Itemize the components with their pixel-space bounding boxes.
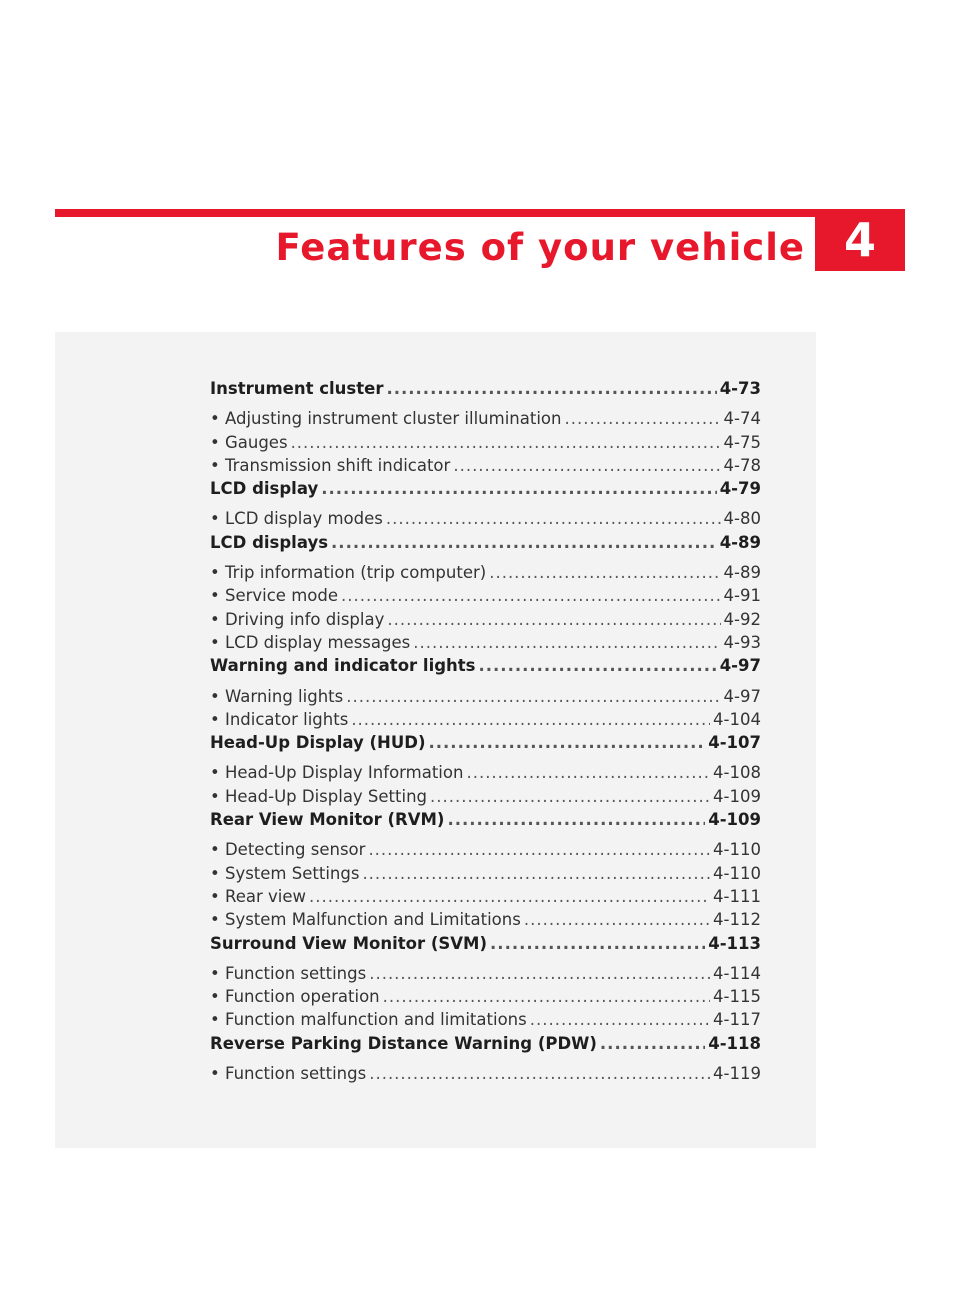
toc-page-number: 4-93: [723, 632, 761, 652]
toc-dot-leader: [386, 507, 721, 530]
toc-item-row[interactable]: [210, 908, 761, 931]
chapter-title: Features of your vehicle: [275, 226, 805, 269]
toc-entry-title: LCD displays: [210, 532, 329, 552]
toc-entry-title: • Head-Up Display Setting: [210, 786, 428, 806]
toc-dot-leader: [386, 377, 716, 400]
toc-dot-leader: [387, 608, 720, 631]
toc-item-row[interactable]: [210, 985, 761, 1008]
toc-entry-title: • Service mode: [210, 586, 338, 606]
toc-dot-leader: [291, 431, 721, 454]
toc-item-row[interactable]: [210, 962, 761, 985]
toc-page-number: 4-109: [708, 810, 761, 830]
toc-page-number: 4-91: [723, 586, 761, 606]
toc-dot-leader: [564, 407, 720, 430]
toc-panel: [55, 332, 816, 1148]
toc-page-number: 4-109: [713, 786, 761, 806]
toc-page-number: 4-97: [723, 686, 761, 706]
toc-item-row[interactable]: [210, 631, 761, 654]
toc-entry-title: Instrument cluster: [210, 379, 384, 398]
toc-item-row[interactable]: [210, 761, 761, 784]
toc-section-row[interactable]: [210, 932, 761, 955]
toc-entry-title: • Head-Up Display Information: [210, 763, 464, 783]
toc-dot-leader: [453, 454, 720, 477]
toc-dot-leader: [489, 561, 720, 584]
toc-entry-title: Reverse Parking Distance Warning (PDW): [210, 1033, 597, 1053]
toc-dot-leader: [362, 862, 710, 885]
toc-page-number: 4-117: [713, 1010, 761, 1030]
toc-section-row[interactable]: [210, 654, 761, 677]
toc-item-row[interactable]: [210, 431, 761, 454]
toc-entry-title: • LCD display messages: [210, 632, 411, 652]
toc-page-number: 4-80: [723, 509, 761, 529]
toc-dot-leader: [447, 808, 705, 831]
toc-dot-leader: [346, 685, 720, 708]
toc-page-number: 4-78: [723, 455, 761, 475]
toc-item-row[interactable]: [210, 561, 761, 584]
toc-section-row[interactable]: [210, 731, 761, 754]
toc-item-row[interactable]: [210, 407, 761, 430]
toc-entry-title: • Function operation: [210, 987, 380, 1007]
toc-page-number: 4-110: [713, 840, 761, 860]
toc-list: [210, 377, 761, 1085]
toc-dot-leader: [341, 584, 721, 607]
toc-dot-leader: [321, 477, 717, 500]
toc-entry-title: • Indicator lights: [210, 709, 349, 729]
toc-entry-title: • Transmission shift indicator: [210, 455, 451, 475]
toc-dot-leader: [413, 631, 720, 654]
toc-dot-leader: [490, 932, 705, 955]
toc-dot-leader: [369, 962, 710, 985]
toc-item-row[interactable]: [210, 454, 761, 477]
toc-page-number: 4-112: [713, 910, 761, 930]
toc-dot-leader: [331, 531, 717, 554]
toc-item-row[interactable]: [210, 1062, 761, 1085]
toc-item-row[interactable]: [210, 584, 761, 607]
toc-entry-title: • Adjusting instrument cluster illumination: [210, 409, 562, 429]
toc-entry-title: • Warning lights: [210, 686, 344, 706]
toc-dot-leader: [429, 731, 706, 754]
toc-item-row[interactable]: [210, 608, 761, 631]
toc-dot-leader: [524, 908, 710, 931]
toc-dot-leader: [369, 1062, 710, 1085]
toc-page-number: 4-107: [708, 733, 761, 753]
toc-item-row[interactable]: [210, 885, 761, 908]
toc-entry-title: Surround View Monitor (SVM): [210, 933, 488, 953]
toc-dot-leader: [530, 1008, 710, 1031]
toc-page-number: 4-74: [723, 409, 761, 429]
toc-entry-title: • Function settings: [210, 963, 367, 983]
toc-dot-leader: [383, 985, 710, 1008]
toc-page-number: 4-115: [713, 987, 761, 1007]
toc-page-number: 4-97: [719, 656, 761, 676]
toc-entry-title: • Rear view: [210, 886, 306, 906]
toc-page-number: 4-89: [719, 532, 761, 552]
toc-page-number: 4-111: [713, 886, 761, 906]
chapter-number-badge: 4: [815, 209, 905, 271]
toc-section-row[interactable]: [210, 808, 761, 831]
toc-item-row[interactable]: [210, 838, 761, 861]
toc-item-row[interactable]: [210, 862, 761, 885]
toc-section-row[interactable]: [210, 531, 761, 554]
toc-page-number: 4-104: [713, 709, 761, 729]
toc-entry-title: • Trip information (trip computer): [210, 563, 487, 583]
toc-entry-title: • Driving info display: [210, 609, 385, 629]
toc-page-number: 4-108: [713, 763, 761, 783]
toc-entry-title: Warning and indicator lights: [210, 656, 476, 676]
toc-dot-leader: [351, 708, 710, 731]
toc-section-row[interactable]: [210, 1032, 761, 1055]
toc-page-number: 4-73: [719, 379, 761, 398]
toc-page-number: 4-118: [708, 1033, 761, 1053]
toc-entry-title: • Gauges: [210, 432, 288, 452]
toc-entry-title: • System Malfunction and Limitations: [210, 910, 521, 930]
toc-page-number: 4-79: [719, 479, 761, 499]
toc-item-row[interactable]: [210, 785, 761, 808]
toc-dot-leader: [309, 885, 710, 908]
toc-page-number: 4-92: [723, 609, 761, 629]
toc-item-row[interactable]: [210, 1008, 761, 1031]
toc-page-number: 4-110: [713, 863, 761, 883]
toc-item-row[interactable]: [210, 685, 761, 708]
toc-dot-leader: [368, 838, 710, 861]
toc-dot-leader: [479, 654, 717, 677]
toc-entry-title: Rear View Monitor (RVM): [210, 810, 445, 830]
toc-entry-title: • System Settings: [210, 863, 360, 883]
toc-item-row[interactable]: [210, 507, 761, 530]
chapter-header-bar: [55, 209, 905, 217]
toc-dot-leader: [600, 1032, 705, 1055]
toc-dot-leader: [430, 785, 710, 808]
toc-entry-title: • Detecting sensor: [210, 840, 366, 860]
toc-page-number: 4-75: [723, 432, 761, 452]
toc-page-number: 4-119: [713, 1064, 761, 1084]
toc-entry-title: • Function settings: [210, 1064, 367, 1084]
toc-dot-leader: [466, 761, 710, 784]
toc-section-row[interactable]: [210, 377, 761, 400]
toc-section-row[interactable]: [210, 477, 761, 500]
toc-entry-title: • Function malfunction and limitations: [210, 1010, 527, 1030]
toc-entry-title: LCD display: [210, 479, 319, 499]
toc-page-number: 4-89: [723, 563, 761, 583]
toc-page-number: 4-113: [708, 933, 761, 953]
toc-item-row[interactable]: [210, 708, 761, 731]
toc-entry-title: Head-Up Display (HUD): [210, 733, 426, 753]
toc-entry-title: • LCD display modes: [210, 509, 383, 529]
toc-page-number: 4-114: [713, 963, 761, 983]
